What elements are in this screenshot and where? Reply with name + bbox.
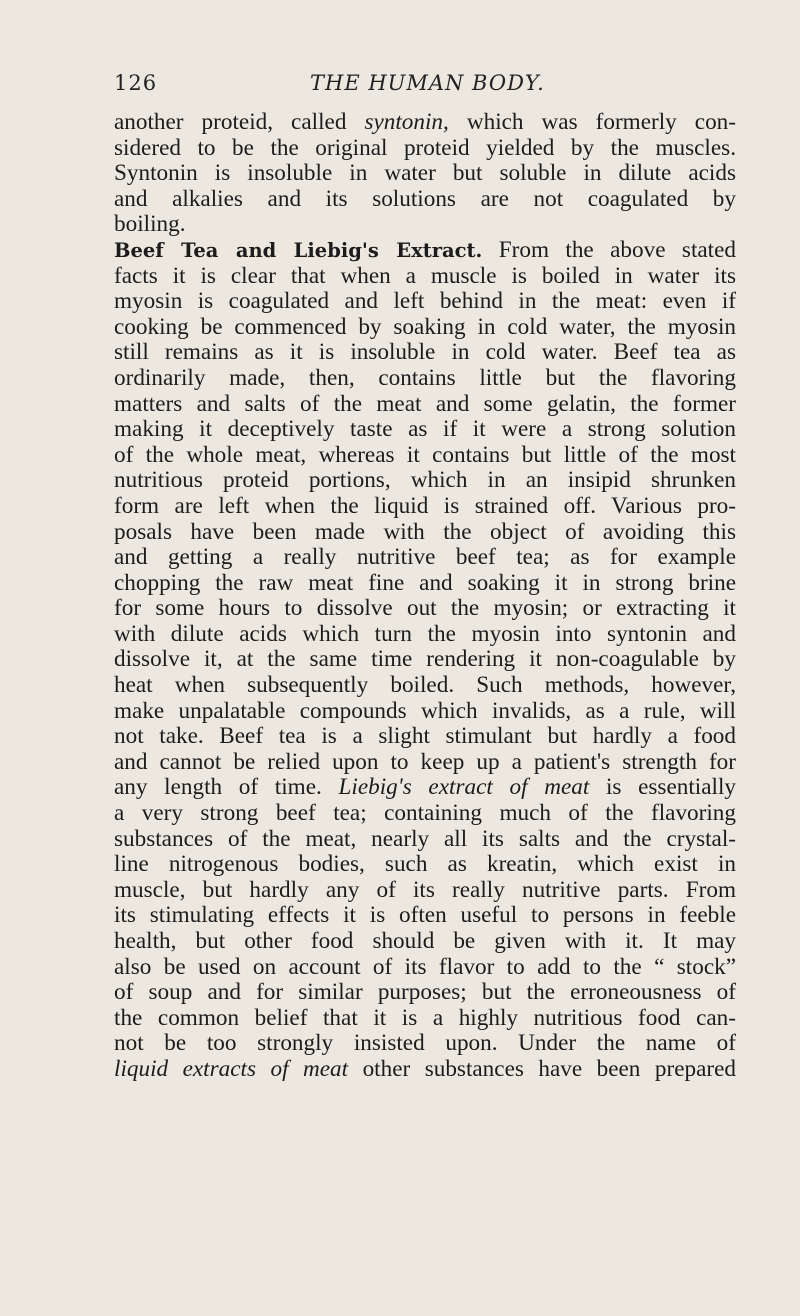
- text-line: cooking be commenced by soaking in cold water, the myosin: [114, 314, 736, 340]
- text-line: any length of time. Liebig's extract of meat is essentially: [114, 775, 736, 801]
- text-line: Syntonin is insoluble in water but soluble in dilute acids: [114, 161, 736, 187]
- text-line: with dilute acids which turn the myosin into syntonin and: [114, 621, 736, 647]
- text-line: facts it is clear that when a muscle is boiled in water its: [114, 263, 736, 289]
- text-line: not be too strongly insisted upon. Under the name of: [114, 1031, 736, 1057]
- text-line: for some hours to dissolve out the myosin; or extracting it: [114, 596, 736, 622]
- running-head: THE HUMAN BODY.: [310, 71, 545, 95]
- text-line: boiling.: [114, 212, 186, 238]
- text-line: of the whole meat, whereas it contains but little of the most: [114, 442, 736, 468]
- text-line: sidered to be the original proteid yielded by the muscles.: [114, 135, 736, 161]
- text-line: myosin is coagulated and left behind in the meat: even if: [114, 289, 736, 315]
- text-line: matters and salts of the meat and some gelatin, the former: [114, 391, 736, 417]
- text-line: its stimulating effects it is often useful to persons in feeble: [114, 903, 736, 929]
- text-line: form are left when the liquid is strained off. Various pro-: [114, 493, 736, 519]
- text-line: also be used on account of its flavor to add to the “ stock”: [114, 954, 736, 980]
- section-heading-line: Beef Tea and Liebig's Extract. From the above stated: [114, 237, 736, 263]
- text-line: dissolve it, at the same time rendering it non-coagulable by: [114, 647, 736, 673]
- text-line: and getting a really nutritive beef tea; as for example: [114, 545, 736, 571]
- text-line: muscle, but hardly any of its really nutritive parts. From: [114, 877, 736, 903]
- text-line: still remains as it is insoluble in cold water. Beef tea as: [114, 340, 736, 366]
- text-line: a very strong beef tea; containing much of the flavoring: [114, 801, 736, 827]
- section-heading: Beef Tea and Liebig's Extract.: [114, 238, 483, 262]
- italic-term: Liebig's extract of meat: [338, 775, 590, 801]
- text-line: another proteid, called syntonin, which was formerly con-: [114, 110, 736, 135]
- italic-term: syntonin,: [364, 110, 449, 135]
- text-line: and cannot be relied upon to keep up a patient's strength for: [114, 749, 736, 775]
- text-line: substances of the meat, nearly all its salts and the crystal-: [114, 826, 736, 852]
- text-line: of soup and for similar purposes; but the erroneousness of: [114, 980, 736, 1006]
- italic-term: liquid extracts of meat: [114, 1056, 349, 1082]
- text-line: not take. Beef tea is a slight stimulant but hardly a food: [114, 724, 736, 750]
- page-number: 126: [114, 71, 158, 95]
- text-line: liquid extracts of meat other substances have been prepared: [114, 1056, 736, 1082]
- text-line: ordinarily made, then, contains little but the flavoring: [114, 365, 736, 391]
- text-line: making it deceptively taste as if it were a strong solution: [114, 417, 736, 443]
- text-line: the common belief that it is a highly nutritious food can-: [114, 1005, 736, 1031]
- text-line: heat when subsequently boiled. Such methods, however,: [114, 673, 736, 699]
- text-line: health, but other food should be given with it. It may: [114, 929, 736, 954]
- text-line: chopping the raw meat fine and soaking it in strong brine: [114, 570, 736, 596]
- body-text: [114, 110, 736, 1083]
- text-line: and alkalies and its solutions are not coagulated by: [114, 186, 736, 212]
- page-header: [114, 71, 734, 103]
- text-line: line nitrogenous bodies, such as kreatin, which exist in: [114, 852, 736, 878]
- text-line: make unpalatable compounds which invalids, as a rule, will: [114, 698, 736, 724]
- text-line: posals have been made with the object of avoiding this: [114, 519, 736, 545]
- text-line: nutritious proteid portions, which in an insipid shrunken: [114, 468, 736, 494]
